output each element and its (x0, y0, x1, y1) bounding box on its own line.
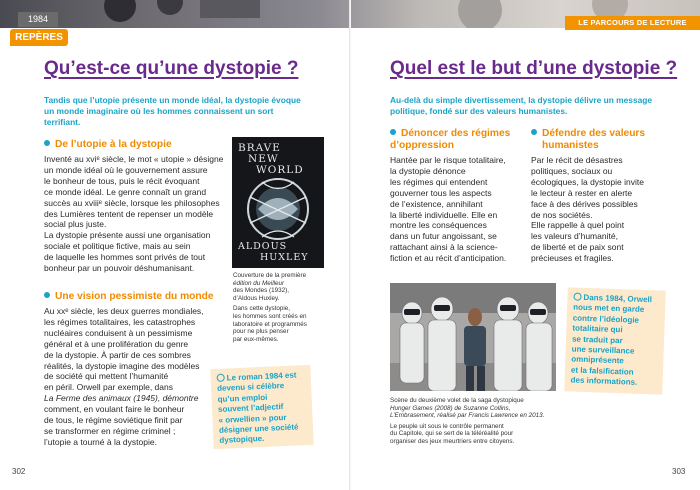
caption-line: laboratoire et programmés (233, 320, 307, 328)
caption-line: L’Embrasement, réalisé par Francis Lawrence en 2013. (390, 412, 545, 420)
text-line: face à des dérives possibles (531, 198, 638, 209)
right-subheading-2 (531, 128, 661, 152)
note-line: « orwellien » pour (218, 412, 287, 425)
year-label: 1984 (18, 12, 58, 27)
text-line: nucléaires conduisent à un pessimisme (44, 327, 193, 338)
note-line: devenu si célèbre (216, 381, 285, 394)
text-line: de tous, le régime soviétique finit par (44, 415, 183, 426)
text-line: sociale et politique fictive, mais au sein (44, 241, 191, 252)
text-line: de nos sociétés. (531, 209, 593, 220)
caption-line: Le peuple uit sous le contrôle permanent (390, 422, 504, 430)
caption-line: Dans cette dystopie, (233, 305, 291, 313)
text-line: les régimes qui entendent (390, 176, 488, 187)
cover-title (238, 143, 304, 176)
brave-new-world-cover-image (232, 137, 324, 268)
text-line: Inventé au xviᵉ siècle, le mot « utopie » désigne (44, 154, 224, 164)
note-line: qu’un emploi (217, 392, 268, 404)
caption-line: pour ne plus penser (233, 328, 289, 336)
text-line: la liberté individuelle. Elle en (390, 209, 498, 220)
caption-line: d’Aldous Huxley. (233, 294, 280, 302)
subheading-text: Dénoncer des régimes (401, 128, 511, 139)
caption-line: du Capitole, qui se sert de la téléréalité pour (390, 430, 514, 438)
text-line: les régimes totalitaires, les catastrophes (44, 316, 196, 327)
page-number-left: 302 (12, 467, 26, 476)
text-line: montre les conséquences (390, 220, 487, 231)
text-line: l’utopie a tourné à la dystopie. (44, 436, 157, 447)
left-paragraph-1 (44, 154, 234, 274)
subheading-text: Défendre des valeurs (542, 128, 646, 139)
cover-caption (233, 272, 333, 346)
text-line: de liberté et de paix sont (531, 242, 624, 253)
text-line: le lecteur à rester en alerte (531, 187, 633, 198)
cover-author (238, 241, 309, 263)
caption-line: Scène du deuxième volet de la saga dystopique (390, 397, 524, 404)
text-line: La dystopie présente aussi une organisation (44, 230, 211, 241)
text-line: ce monde idéal. Le genre connaît un grand (44, 186, 207, 197)
note-card-1984 (564, 287, 666, 394)
text-line: Au xxᵉ siècle, les deux guerres mondiales, (44, 306, 204, 316)
text-line: gouverner tous les aspects (390, 187, 492, 198)
subheading-text: d’oppression (390, 140, 454, 151)
page-number-right: 303 (672, 467, 686, 476)
text-line: politiques, sociaux ou (531, 165, 613, 176)
right-subheading-1 (390, 128, 520, 152)
subheading-text: humanistes (542, 140, 599, 151)
text-line: La Ferme des animaux (1945), démontre (44, 393, 199, 404)
note-line: des informations. (570, 375, 638, 388)
text-line: social plus juste. (44, 219, 107, 230)
bullet-dot-icon (531, 129, 537, 135)
note-line: contre l’idéologie (572, 313, 640, 325)
text-line: rattachant ainsi à la science- (390, 242, 498, 253)
text-line: la dystopie dénonce (390, 165, 466, 176)
photo-caption (390, 397, 570, 449)
text-line: Par le récit de désastres (531, 155, 623, 165)
text-line: précieuses et fragiles. (531, 253, 614, 264)
left-subheading-1 (44, 139, 172, 151)
parcours-de-lecture-tag: LE PARCOURS DE LECTURE (565, 16, 700, 30)
text-line: de la dystopie. À partir de ces sombres (44, 349, 191, 360)
text-line: dans un futur angoissant, se (390, 231, 497, 242)
left-lead-paragraph: Tandis que l’utopie présente un monde idéal, la dystopie évoque un monde imaginaire où les hommes connaissent un sort terrifiant. (44, 95, 301, 127)
note-line: une surveillance (571, 344, 635, 356)
text-line: général et à une prolifération du genre (44, 338, 189, 349)
right-lead-paragraph: Au-delà du simple divertissement, la dystopie délivre un message politique, fondé sur des valeurs humanistes. (390, 95, 653, 116)
note-line: et la falsification (570, 365, 634, 377)
text-line: le bonheur de tous, puis le récit évoquant (44, 175, 200, 186)
text-line: un monde idéal où le gouvernement assure (44, 164, 208, 175)
cover-title-line: NEW (248, 153, 279, 165)
left-subheading-2 (44, 291, 214, 303)
left-paragraph-2 (44, 306, 214, 448)
note-line: désigner une société (218, 422, 299, 435)
left-page-title: Qu’est-ce qu’une dystopie ? (44, 58, 299, 79)
text-line: de société qui mettent l’humanité (44, 371, 169, 382)
text-line: des Lumières tentent de repenser un modèle (44, 208, 214, 219)
note-card-orwellien (210, 365, 313, 449)
note-ring-icon (573, 292, 581, 300)
text-line: succès au xviiiᵉ siècle, lorsque les philosophes (44, 197, 220, 208)
subheading-text: De l’utopie à la dystopie (55, 139, 172, 150)
bullet-dot-icon (390, 129, 396, 135)
text-line: bonheur par un pouvoir déshumanisant. (44, 263, 195, 274)
right-paragraph-1 (390, 155, 525, 264)
text-line: comment, en voulant faire le bonheur (44, 404, 185, 415)
caption-line: les hommes sont créés en (233, 312, 307, 320)
note-line: souvent l’adjectif (217, 402, 284, 415)
cover-author-line: ALDOUS (238, 241, 288, 252)
note-line: nous met en garde (572, 302, 645, 315)
note-line: Dans 1984, Orwell (583, 292, 653, 305)
bullet-dot-icon (44, 140, 50, 146)
cover-title-line: WORLD (256, 164, 304, 176)
text-line: de l’existence, annihilant (390, 198, 483, 209)
right-paragraph-2 (531, 155, 666, 264)
caption-line: édition du Meilleur (233, 279, 285, 287)
caption-line: Couverture de la première (233, 272, 307, 279)
note-line: dystopique. (219, 434, 265, 446)
caption-line: organiser des jeux meurtriers entre citoyens. (390, 437, 515, 445)
note-line: Le roman 1984 est (226, 370, 297, 383)
right-page-title: Quel est le but d’une dystopie ? (390, 58, 678, 79)
text-line: écologiques, la dystopie invite (531, 176, 644, 187)
text-line: les valeurs d’humanité, (531, 231, 618, 242)
note-line: totalitaire qui (572, 323, 623, 335)
cover-title-line: BRAVE (238, 142, 281, 154)
text-line: en péril. Orwell par exemple, dans (44, 382, 173, 393)
text-line: réalités, la dystopie imagine des modèles (44, 360, 200, 371)
subheading-text: Une vision pessimiste du monde (55, 291, 214, 302)
reperes-badge: REPÈRES (10, 29, 68, 46)
caption-line: par eux-mêmes. (233, 335, 279, 343)
note-line: se traduit par (571, 334, 623, 345)
note-ring-icon (217, 373, 225, 381)
text-line: Hantée par le risque totalitaire, (390, 155, 506, 165)
text-line: de laquelle les hommes sont privés de tout (44, 252, 206, 263)
note-line: omniprésente (571, 354, 624, 366)
hunger-games-still-image (390, 283, 556, 391)
page-gutter (349, 0, 351, 490)
caption-line: Hunger Games (2008) de Suzanne Collins, (390, 404, 511, 412)
text-line: se transformer en régime criminel ; (44, 425, 176, 436)
bullet-dot-icon (44, 292, 50, 298)
text-line: fiction et au récit d’anticipation. (390, 253, 507, 264)
text-line: Elle rappelle à quel point (531, 220, 625, 231)
cover-author-line: HUXLEY (260, 252, 309, 263)
caption-line: des Mondes (1932), (233, 287, 290, 295)
